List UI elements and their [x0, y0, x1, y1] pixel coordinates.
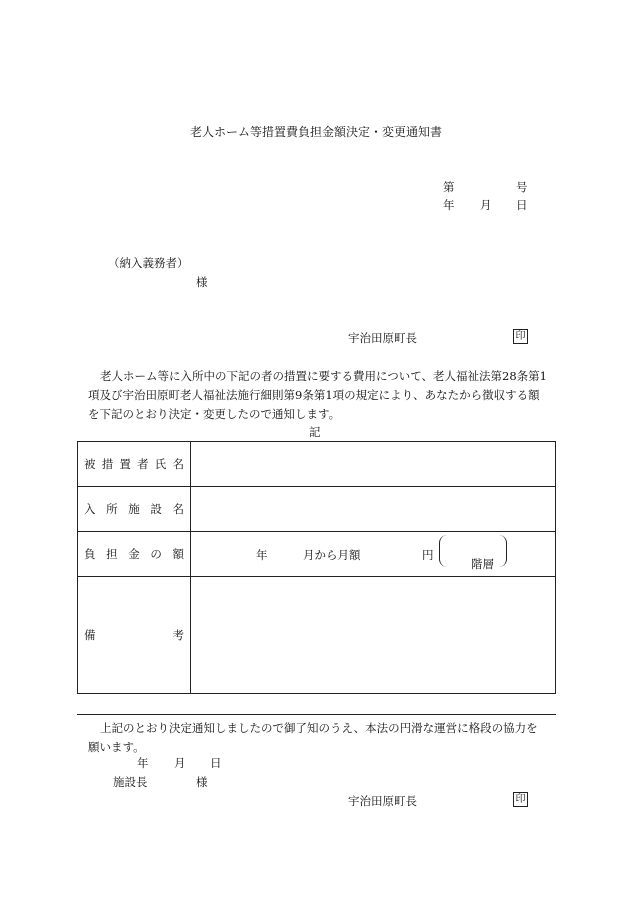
body-line-3: を下記のとおり決定・変更したので通知します。: [88, 407, 341, 421]
footer-date-month: 月: [174, 756, 186, 770]
amount-tier: 階層: [471, 557, 494, 571]
footer-line-1: 上記のとおり決定通知しましたので御了知のうえ、本法の円滑な運営に格段の協力を: [100, 721, 538, 735]
label-char: 名: [172, 502, 184, 516]
label-char: 所: [106, 502, 118, 516]
footer-line-2: 願います。: [88, 740, 145, 754]
table-row: [78, 532, 556, 577]
doc-number-dai: 第: [443, 180, 455, 194]
body-line-2: 項及び宇治田原町老人福祉法施行細則第9条第1項の規定により、あなたから徴収する額: [88, 388, 540, 402]
footer-date-year: 年: [137, 756, 149, 770]
date-day: 日: [516, 198, 528, 212]
footer-date-day: 日: [210, 756, 222, 770]
label-char: 担: [106, 547, 118, 561]
facility-value-cell: [191, 487, 556, 532]
footer-divider: [77, 714, 556, 715]
label-char: 額: [172, 547, 184, 561]
label-char: 氏: [154, 457, 167, 471]
label-char: 備: [84, 628, 96, 642]
amount-yen: 円: [422, 548, 434, 562]
date-year: 年: [443, 198, 455, 212]
amount-value-cell: [191, 532, 556, 577]
row-label-amount: [78, 532, 191, 577]
label-char: 措: [101, 457, 114, 471]
body-line-1: 老人ホーム等に入所中の下記の者の措置に要する費用について、老人福祉法第28条第1: [100, 369, 547, 383]
label-char: 設: [150, 502, 162, 516]
ki-heading: 記: [309, 425, 321, 439]
table-row: [78, 442, 556, 487]
label-char: 金: [128, 547, 140, 561]
row-label-remarks: [78, 577, 191, 694]
label-spread: [84, 501, 190, 517]
facility-head-sama: 様: [196, 775, 208, 789]
label-char: 負: [84, 547, 96, 561]
label-char: 考: [172, 628, 184, 642]
payer-label: （納入義務者）: [108, 256, 189, 270]
amount-year: 年: [256, 548, 268, 562]
seal-mark: 印: [513, 329, 528, 344]
name-value-cell: [191, 442, 556, 487]
label-char: 被: [84, 457, 96, 471]
label-char: 名: [172, 457, 184, 471]
issuer-name: 宇治田原町長: [348, 331, 417, 345]
amount-month-from: 月から月額: [303, 548, 361, 562]
notice-table: [77, 441, 556, 694]
row-label-name: [78, 442, 191, 487]
label-char: 施: [128, 502, 140, 516]
table-row: [78, 487, 556, 532]
label-spread: [84, 456, 190, 472]
table-row: [78, 577, 556, 694]
label-char: 置: [119, 457, 131, 471]
remarks-value-cell: [191, 577, 556, 694]
label-spread: [84, 627, 190, 643]
label-char: 入: [84, 502, 96, 516]
footer-issuer-name: 宇治田原町長: [348, 794, 417, 808]
label-spread: [84, 546, 190, 562]
facility-head-label: 施設長: [113, 775, 148, 789]
label-char: の: [150, 547, 162, 561]
label-char: 者: [137, 457, 149, 471]
doc-number-go: 号: [516, 180, 528, 194]
footer-seal-mark: 印: [513, 792, 528, 807]
payer-sama: 様: [196, 275, 208, 289]
document-title: 老人ホーム等措置費負担金額決定・変更通知書: [190, 125, 443, 139]
row-label-facility: [78, 487, 191, 532]
date-month: 月: [480, 198, 492, 212]
